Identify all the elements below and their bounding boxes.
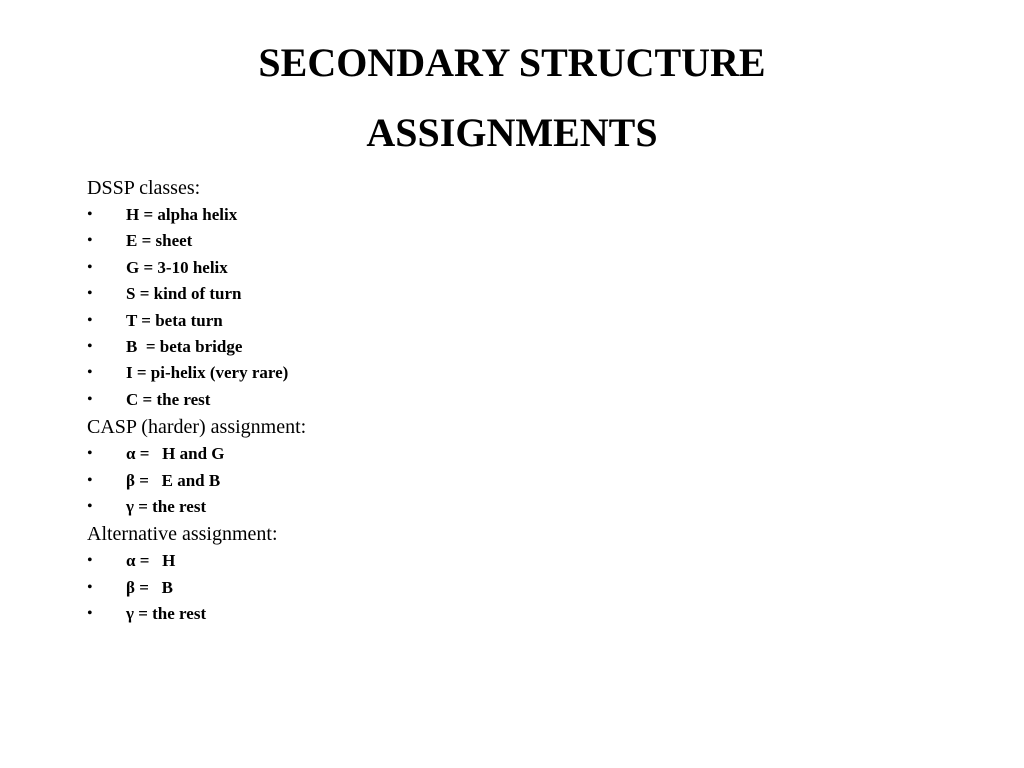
bullet-icon: • [87, 206, 93, 223]
bullet-icon: • [87, 497, 93, 515]
bullet-icon: • [87, 605, 93, 623]
slide-title [0, 28, 1024, 168]
bullet-icon: • [87, 337, 93, 355]
list-item [87, 494, 967, 520]
list-item [87, 360, 967, 386]
list-item [87, 334, 967, 360]
section-heading: DSSP classes: [87, 177, 201, 199]
list-item-text: β = E and B [126, 470, 221, 490]
list-item [87, 575, 967, 601]
list-item-text: H = alpha helix [126, 205, 238, 224]
list-item-text: B = beta bridge [126, 336, 243, 356]
bullet-icon: • [87, 445, 93, 463]
list-item [87, 202, 967, 228]
list-item [87, 441, 967, 467]
list-item-text: γ = the rest [126, 496, 207, 516]
list-item [87, 255, 967, 281]
list-item [87, 281, 967, 307]
list-item-text: T = beta turn [126, 310, 223, 330]
slide-content [87, 174, 967, 627]
list-item-text: E = sheet [126, 231, 193, 251]
bullet-icon: • [87, 578, 93, 596]
bullet-icon: • [87, 285, 93, 303]
section-heading: CASP (harder) assignment: [87, 416, 307, 439]
list-item-text: α = H and G [126, 444, 225, 464]
section-alternative-assignment [87, 520, 967, 627]
list-item-text: C = the rest [126, 389, 211, 409]
slide-title-line-1: SECONDARY STRUCTURE [258, 40, 766, 85]
bullet-list [87, 202, 967, 413]
list-item-text: S = kind of turn [126, 284, 242, 304]
bullet-list [87, 548, 967, 627]
bullet-icon: • [87, 390, 93, 408]
section-casp-assignment [87, 413, 967, 520]
bullet-icon: • [87, 258, 93, 276]
bullet-icon: • [87, 552, 93, 570]
bullet-icon: • [87, 364, 93, 382]
bullet-icon: • [87, 232, 93, 250]
list-item-text: G = 3-10 helix [126, 257, 228, 277]
section-dssp-classes [87, 174, 967, 413]
bullet-list [87, 441, 967, 520]
bullet-icon: • [87, 311, 93, 329]
list-item [87, 387, 967, 413]
list-item [87, 601, 967, 627]
slide-title-line-2: ASSIGNMENTS [366, 110, 658, 155]
list-item [87, 308, 967, 334]
list-item-text: α = H [126, 551, 176, 571]
list-item-text: I = pi-helix (very rare) [126, 363, 289, 383]
list-item [87, 228, 967, 254]
list-item [87, 468, 967, 494]
section-heading: Alternative assignment: [87, 523, 278, 546]
list-item [87, 548, 967, 574]
list-item-text: γ = the rest [126, 604, 207, 624]
bullet-icon: • [87, 471, 93, 489]
list-item-text: β = B [126, 577, 173, 597]
